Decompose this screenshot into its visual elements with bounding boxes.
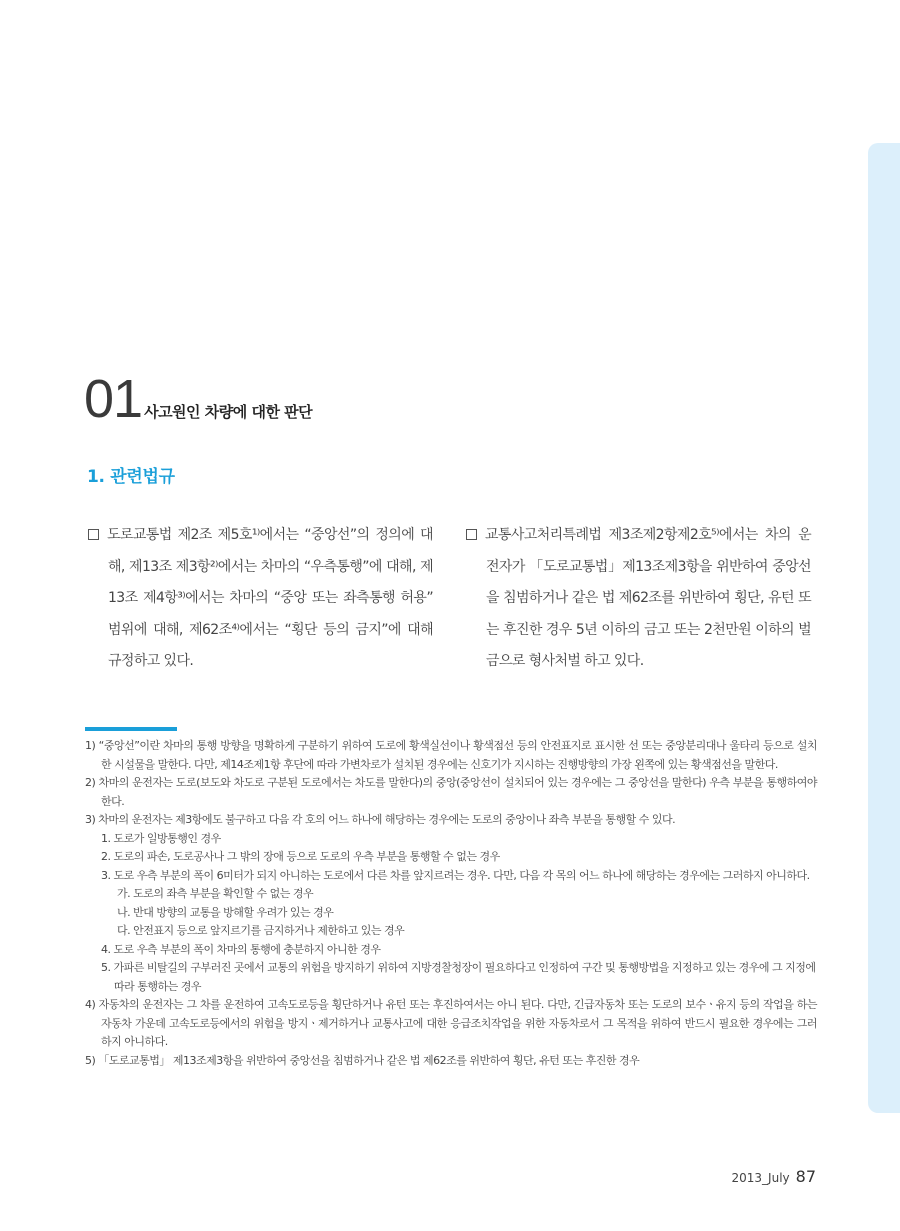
footnote-3-item: 4. 도로 우측 부분의 폭이 차마의 통행에 충분하지 아니한 경우 [101, 942, 381, 956]
page-footer [732, 1167, 816, 1186]
footnote-3-item: 5. 가파른 비탈길의 구부러진 곳에서 교통의 위험을 방지하기 위하여 지방경찰청장이 필요하다고 인정하여 구간 및 통행방법을 지정하고 있는 경우에 그 지정에 따라 통행하는 경우 [101, 961, 816, 993]
right-column-text: 교통사고처리특례법 제3조제2항제2호⁵⁾에서는 차의 운전자가 「도로교통법」제13조제3항을 위반하여 중앙선을 침범하거나 같은 법 제62조를 위반하여 횡단, 유턴 또는 후진한 경우 5년 이하의 금고 또는 2천만원 이하의 벌금으로 형사처벌 하고 있다. [485, 527, 811, 669]
footnote-3-subitem: 다. 안전표지 등으로 앞지르기를 금지하거나 제한하고 있는 경우 [117, 924, 405, 937]
footnote-2: 2) 차마의 운전자는 도로(보도와 차도로 구분된 도로에서는 차도를 말한다)의 중앙(중앙선이 설치되어 있는 경우에는 그 중앙선을 말한다) 우측 부분을 통행하여야 한다. [85, 776, 817, 808]
square-bullet-icon [88, 529, 99, 540]
footnote-4: 4) 자동차의 운전자는 그 차를 운전하여 고속도로등을 횡단하거나 유턴 또는 후진하여서는 아니 된다. 다만, 긴급자동차 또는 도로의 보수ㆍ유지 등의 작업을 하는 자동차 가운데 고속도로등에서의 위험을 방지ㆍ제거하거나 교통사고에 대한 응급조치작업을 위한 자동차로서 그 목적을 위하여 반드시 필요한 경우에는 그러하지 아니하다. [85, 998, 817, 1048]
footnote-3-subitem: 나. 반대 방향의 교통을 방해할 우려가 있는 경우 [117, 905, 334, 919]
section-title: 1. 관련법규 [87, 467, 175, 487]
footnote-1: 1) “중앙선”이란 차마의 통행 방향을 명확하게 구분하기 위하여 도로에 황색실선이나 황색점선 등의 안전표지로 표시한 선 또는 중앙분리대나 울타리 등으로 설치한 시설물을 말한다. 다만, 제14조제1항 후단에 따라 가변차로가 설치된 경우에는 신호기가 지시하는 진행방향의 가장 왼쪽에 있는 황색점선을 말한다. [85, 739, 817, 771]
chapter-heading [84, 369, 313, 429]
footnote-3-item: 2. 도로의 파손, 도로공사나 그 밖의 장애 등으로 도로의 우측 부분을 통행할 수 없는 경우 [101, 850, 500, 863]
footer-date: 2013_July [731, 1171, 790, 1185]
square-bullet-icon [466, 529, 477, 540]
chapter-title: 사고원인 차량에 대한 판단 [144, 403, 313, 421]
footnote-3-item: 3. 도로 우측 부분의 폭이 6미터가 되지 아니하는 도로에서 다른 차를 앞지르려는 경우. 다만, 다음 각 목의 어느 하나에 해당하는 경우에는 그러하지 아니하다. [101, 868, 810, 882]
footnote-5: 5) 「도로교통법」 제13조제3항을 위반하여 중앙선을 침범하거나 같은 법 제62조를 위반하여 횡단, 유턴 또는 후진한 경우 [85, 1053, 640, 1067]
left-column-text: 도로교통법 제2조 제5호¹⁾에서는 “중앙선”의 정의에 대해, 제13조 제3항²⁾에서는 차마의 “우측통행”에 대해, 제13조 제4항³⁾에서는 차마의 “중앙 또는 좌측통행 허용” 범위에 대해, 제62조⁴⁾에서는 “횡단 등의 금지”에 대해 규정하고 있다. [107, 527, 433, 669]
footnote-divider [85, 727, 177, 731]
footnotes [85, 737, 817, 1070]
left-column [88, 520, 433, 678]
footnote-3: 3) 차마의 운전자는 제3항에도 불구하고 다음 각 호의 어느 하나에 해당하는 경우에는 도로의 중앙이나 좌측 부분을 통행할 수 있다. [85, 813, 676, 826]
footnote-3-subitem: 가. 도로의 좌측 부분을 확인할 수 없는 경우 [117, 887, 314, 900]
page-number: 87 [795, 1167, 816, 1186]
right-column [466, 520, 811, 678]
side-tab [868, 143, 900, 1113]
footnote-3-item: 1. 도로가 일방통행인 경우 [101, 831, 221, 845]
chapter-number: 01 [84, 369, 143, 429]
